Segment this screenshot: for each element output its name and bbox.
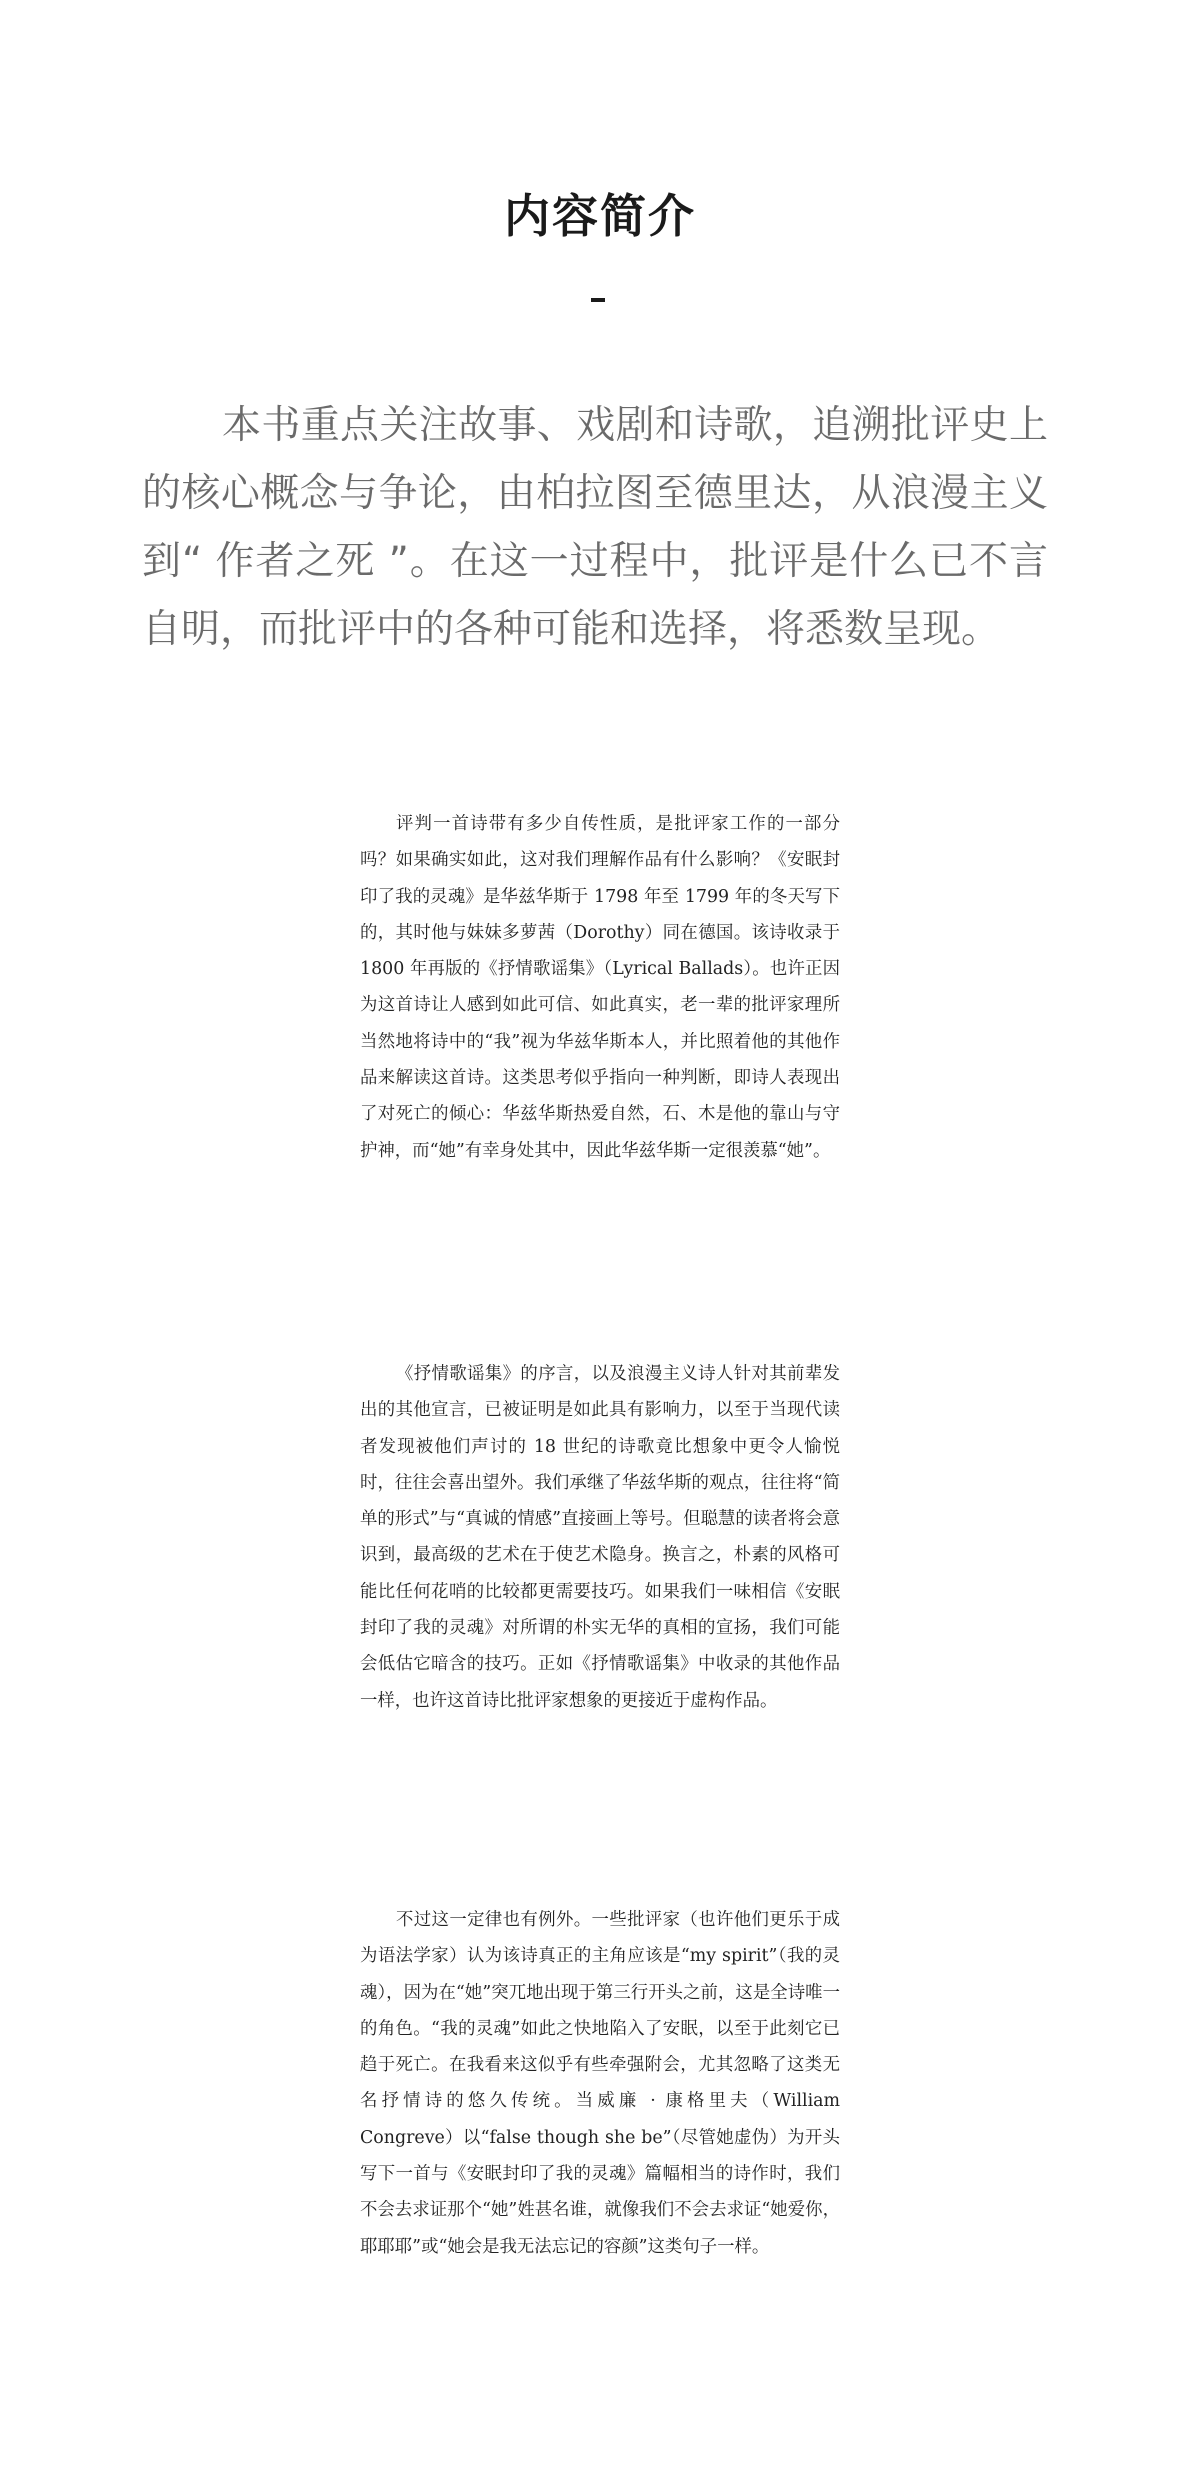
excerpt-paragraph-3: 不过这一定律也有例外。一些批评家（也许他们更乐于成为语法学家）认为该诗真正的主角应该是“my spirit”（我的灵魂），因为在“她”突兀地出现于第三行开头之前，这是全诗唯一的角色。“我的灵魂”如此之快地陷入了安眠，以至于此刻它已趋于死亡。在我看来这似乎有些牵强附会，尤其忽略了这类无名抒情诗的悠久传统。当威廉 · 康格里夫（William Congreve）以“false though she be”（尽管她虚伪）为开头写下一首与《安眠封印了我的灵魂》篇幅相当的诗作时，我们不会去求证那个“她”姓甚名谁，就像我们不会去求证“她爱你，耶耶耶”或“她会是我无法忘记的容颜”这类句子一样。 xyxy=(360,1910,840,2257)
excerpt-paragraph-2: 《抒情歌谣集》的序言，以及浪漫主义诗人针对其前辈发出的其他宣言，已被证明是如此具有影响力，以至于当现代读者发现被他们声讨的 18 世纪的诗歌竟比想象中更令人愉悦时，往往会喜出望外。我们承继了华兹华斯的观点，往往将“简单的形式”与“真诚的情感”直接画上等号。但聪慧的读者将会意识到，最高级的艺术在于使艺术隐身。换言之，朴素的风格可能比任何花哨的比较都更需要技巧。如果我们一味相信《安眠封印了我的灵魂》对所谓的朴实无华的真相的宣扬，我们可能会低估它暗含的技巧。正如《抒情歌谣集》中收录的其他作品一样，也许这首诗比批评家想象的更接近于虚构作品。 xyxy=(360,1364,840,1711)
excerpt-paragraph-1: 评判一首诗带有多少自传性质，是批评家工作的一部分吗？如果确实如此，这对我们理解作品有什么影响？《安眠封印了我的灵魂》是华兹华斯于 1798 年至 1799 年的冬天写下的，其时他与妹妹多萝茜（Dorothy）同在德国。该诗收录于 1800 年再版的《抒情歌谣集》（Lyrical Ballads）。也许正因为这首诗让人感到如此可信、如此真实，老一辈的批评家理所当然地将诗中的“我”视为华兹华斯本人，并比照着他的其他作品来解读这首诗。这类思考似乎指向一种判断，即诗人表现出了对死亡的倾心：华兹华斯热爱自然，石、木是他的靠山与守护神，而“她”有幸身处其中，因此华兹华斯一定很羡慕“她”。 xyxy=(360,814,840,1161)
title-divider xyxy=(591,298,605,302)
page-title: 内容简介 xyxy=(504,189,696,243)
intro-paragraph: 本书重点关注故事、戏剧和诗歌，追溯批评史上的核心概念与争论，由柏拉图至德里达，从浪漫主义到“ 作者之死 ”。在这一过程中，批评是什么已不言自明，而批评中的各种可能和选择，将悉数呈现。 xyxy=(142,403,1048,652)
